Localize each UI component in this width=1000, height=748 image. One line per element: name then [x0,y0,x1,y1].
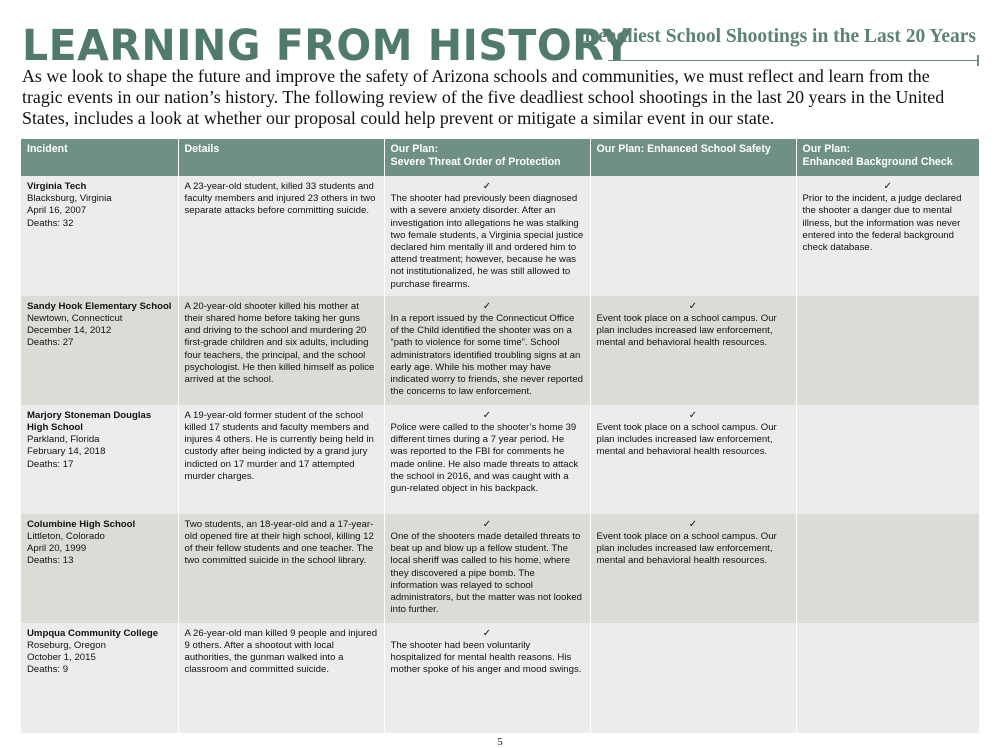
threat-order-cell [384,514,590,623]
background-check-cell [796,623,979,733]
table-row [21,296,979,405]
school-safety-text: Event took place on a school campus. Our plan includes increased law enforcement, mental and behavioral health resources. [596,313,777,349]
incident-deaths: Deaths: 13 [27,555,74,567]
threat-order-text: In a report issued by the Connecticut Office of the Child identified the shooter was on a “path to violence for some time”. School administrators identified troubling signs at an early age. While his mother may have indicated worry to friends, she never reported the concerns to law enforcement. [390,313,584,398]
incident-location: Blacksburg, Virginia [27,193,112,205]
school-safety-cell [590,623,796,733]
checkmark-icon: ✓ [482,409,492,421]
checkmark-icon: ✓ [688,300,698,312]
checkmark-icon: ✓ [482,300,492,312]
intro-paragraph: As we look to shape the future and improve the safety of Arizona schools and communities, we must reflect and learn from the tragic events in our nation’s history. The following review of the five deadliest school shootings in the last 20 years in the United States, includes a look at whether our proposal could help prevent or mitigate a similar event in our state. [22,66,945,128]
threat-order-cell [384,405,590,514]
background-check-text: Prior to the incident, a judge declared the shooter a danger due to mental illness, but the information was never entered into the federal background check database. [802,193,962,254]
school-safety-cell [590,176,796,296]
school-safety-text: Event took place on a school campus. Our plan includes increased law enforcement, mental and behavioral health resources. [596,531,777,567]
threat-order-text: Police were called to the shooter’s home 39 different times during a 7 year period. He was reported to the FBI for comments he made online. He also made threats to attack the school in 2016, and was caught with a gun-related object in his backpack. [390,422,579,495]
table-row [21,623,979,733]
checkmark-icon: ✓ [482,518,492,530]
table-row [21,405,979,514]
page-header [22,18,978,71]
checkmark-icon: ✓ [883,181,892,192]
details-cell: A 20-year-old shooter killed his mother at their shared home before taking her guns and driving to the school and murdering 20 first-grade children and six adults, including four teachers, the principal, and the school psychologist. He then killed himself as police arrived at the school. [178,296,384,405]
incident-deaths: Deaths: 27 [27,337,74,349]
incident-deaths: Deaths: 17 [27,458,74,470]
incident-date: February 14, 2018 [27,446,106,458]
table-header-row [21,139,979,176]
subtitle-rule-tick [977,55,979,66]
page-title: LEARNING FROM HISTORY [22,20,633,71]
incidents-table [21,139,979,733]
incident-deaths: Deaths: 9 [27,664,69,676]
incident-location: Littleton, Colorado [27,531,105,543]
incident-cell [21,176,178,296]
table-row [21,514,979,623]
background-check-cell [796,514,979,623]
incident-date: April 20, 1999 [27,543,87,555]
subtitle-rule [583,26,978,61]
column-header-incident: Incident [21,139,178,176]
background-check-cell [796,405,979,514]
column-header-details: Details [178,139,384,176]
details-cell: A 23-year-old student, killed 33 students and faculty members and injured 23 others in two separate attacks before committing suicide. [178,176,384,296]
threat-order-cell [384,296,590,405]
background-check-cell [796,176,979,296]
incident-date: December 14, 2012 [27,325,112,337]
school-safety-cell [590,296,796,405]
incident-cell [21,514,178,623]
checkmark-icon: ✓ [688,518,698,530]
details-cell: Two students, an 18-year-old and a 17-year-old opened fire at their high school, killing 12 of their fellow students and one teacher. The two committed suicide in the school library. [178,514,384,623]
incident-name: Sandy Hook Elementary School [27,300,172,312]
column-header-school-safety: Our Plan: Enhanced School Safety [590,139,796,176]
checkmark-icon: ✓ [688,409,698,421]
incident-date: April 16, 2007 [27,205,87,217]
school-safety-cell [590,514,796,623]
incident-name: Marjory Stoneman Douglas High School [27,409,152,434]
threat-order-text: The shooter had previously been diagnosed with a severe anxiety disorder. After an investigation into allegations he was stalking two female students, a Virginia special justice declared him mentally ill and ordered him to attend treatment; however, because he was not institutionalized, he was still allowed to purchase firearms. [390,193,584,290]
table-row [21,176,979,296]
incident-cell [21,296,178,405]
incident-location: Parkland, Florida [27,434,100,446]
column-header-threat-order: Our Plan: Severe Threat Order of Protection [384,139,590,176]
incident-cell [21,623,178,733]
incident-name: Virginia Tech [27,181,87,192]
incident-name: Umpqua Community College [27,627,159,639]
school-safety-text: Event took place on a school campus. Our plan includes increased law enforcement, mental and behavioral health resources. [596,422,777,458]
background-check-cell [796,296,979,405]
threat-order-cell [384,176,590,296]
incident-cell [21,405,178,514]
details-cell: A 26-year-old man killed 9 people and injured 9 others. After a shootout with local authorities, the gunman walked into a classroom and committed suicide. [178,623,384,733]
column-header-background-check: Our Plan: Enhanced Background Check [796,139,979,176]
page-subtitle: Deadliest School Shootings in the Last 20 Years [583,26,976,47]
incident-name: Columbine High School [27,518,136,530]
checkmark-icon: ✓ [482,181,492,192]
checkmark-icon: ✓ [482,627,492,639]
incident-location: Newtown, Connecticut [27,313,123,325]
incident-date: October 1, 2015 [27,652,96,664]
page-number: 5 [497,736,503,748]
threat-order-text: One of the shooters made detailed threats to beat up and blow up a fellow student. The local sheriff was called to his home, where they discovered a pipe bomb. The information was relayed to school administrators, but the matter was not looked into further. [390,531,582,616]
school-safety-cell [590,405,796,514]
incident-deaths: Deaths: 32 [27,217,74,229]
details-cell: A 19-year-old former student of the school killed 17 students and faculty members and injures 4 others. He is currently being held in custody after being indicted by a grand jury indicted on 17 murder and 17 attempted murder charges. [178,405,384,514]
incident-location: Roseburg, Oregon [27,640,106,652]
threat-order-cell [384,623,590,733]
threat-order-text: The shooter had been voluntarily hospitalized for mental health reasons. His mother spoke of his anger and mood swings. [390,640,582,676]
